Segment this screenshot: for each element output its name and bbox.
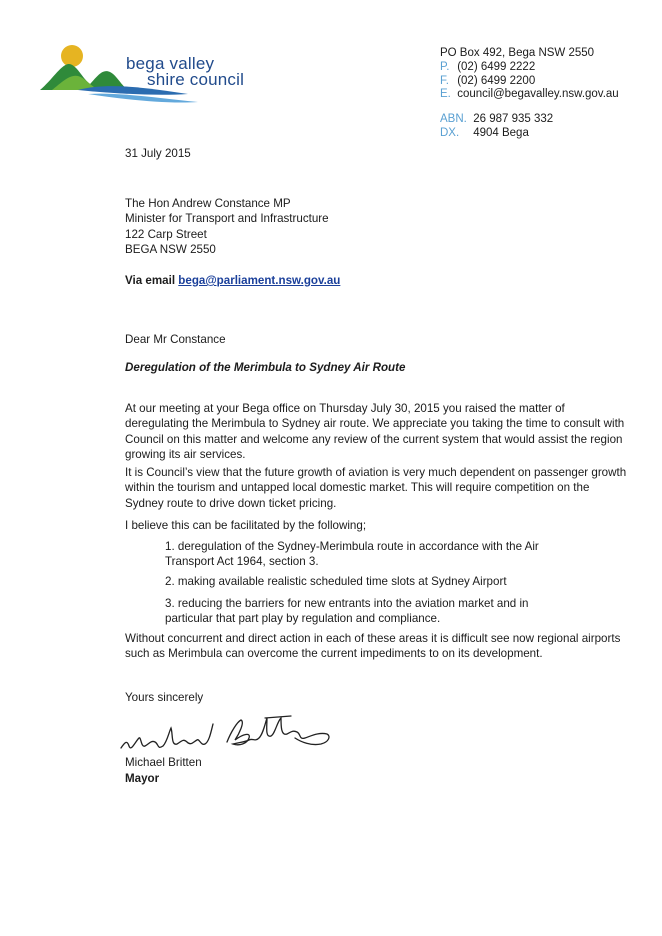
list-item: 1. deregulation of the Sydney-Merimbula route in accordance with the Air Transport Act 1964, section 3.	[165, 540, 539, 569]
list-item: 2. making available realistic scheduled time slots at Sydney Airport	[165, 575, 507, 588]
abn-row	[440, 113, 619, 127]
body-paragraph-1: At our meeting at your Bega office on Thursday July 30, 2015 you raised the matter of deregulating the Merimbula to Sydney air route. We appreciate you taking the time to consult with Council on this matter and welcome any review of the current system that would assist the region growing its air services.	[125, 402, 625, 462]
closing: Yours sincerely	[125, 691, 204, 704]
fax-number: (02) 6499 2200	[457, 74, 536, 87]
postal-address: PO Box 492, Bega NSW 2550	[440, 47, 595, 59]
via-email-label: Via email	[125, 274, 176, 287]
recipient-address	[125, 196, 329, 258]
abn-number: 26 987 935 332	[473, 113, 554, 126]
body-paragraph-4: Without concurrent and direct action in each of these areas it is difficult see now regional airports such as Merimbula can overcome the current impediments to on its development.	[125, 632, 621, 661]
fax-label: F.	[440, 74, 449, 87]
signatory-name: Michael Britten	[125, 756, 202, 769]
dx-row	[440, 127, 619, 141]
contact-block	[440, 47, 619, 141]
recipient-title: Minister for Transport and Infrastructure	[125, 212, 329, 226]
salutation: Dear Mr Constance	[125, 333, 226, 346]
dx-label: DX.	[440, 126, 460, 139]
subject-line: Deregulation of the Merimbula to Sydney Air Route	[125, 361, 406, 374]
fax-row	[440, 75, 619, 89]
body-paragraph-3: I believe this can be facilitated by the following;	[125, 519, 367, 532]
signatory-title: Mayor	[125, 772, 160, 785]
letter-date: 31 July 2015	[125, 147, 191, 160]
council-email: council@begavalley.nsw.gov.au	[457, 88, 619, 101]
recipient-street: 122 Carp Street	[125, 227, 207, 241]
logo-text-bega-valley: bega valley	[126, 54, 215, 73]
phone-row	[440, 61, 619, 75]
email-row	[440, 88, 619, 102]
list-item: 3. reducing the barriers for new entrants into the aviation market and in particular that part play by regulation and compliance.	[165, 597, 529, 626]
body-paragraph-2: It is Council’s view that the future growth of aviation is very much dependent on passenger growth within the tourism and untapped local domestic market. This will require competition on the Sydney route to drive down ticket pricing.	[125, 466, 627, 510]
via-email-line	[125, 273, 340, 288]
phone-number: (02) 6499 2222	[457, 60, 536, 73]
recipient-city: BEGA NSW 2550	[125, 243, 216, 257]
via-email-link[interactable]: bega@parliament.nsw.gov.au	[178, 274, 341, 287]
email-label: E.	[440, 88, 451, 101]
dx-number: 4904 Bega	[473, 126, 529, 139]
logo-text-shire-council: shire council	[147, 70, 245, 89]
recipient-name: The Hon Andrew Constance MP	[125, 197, 291, 210]
council-logo	[38, 38, 258, 128]
abn-label: ABN.	[440, 113, 467, 126]
phone-label: P.	[440, 60, 450, 73]
